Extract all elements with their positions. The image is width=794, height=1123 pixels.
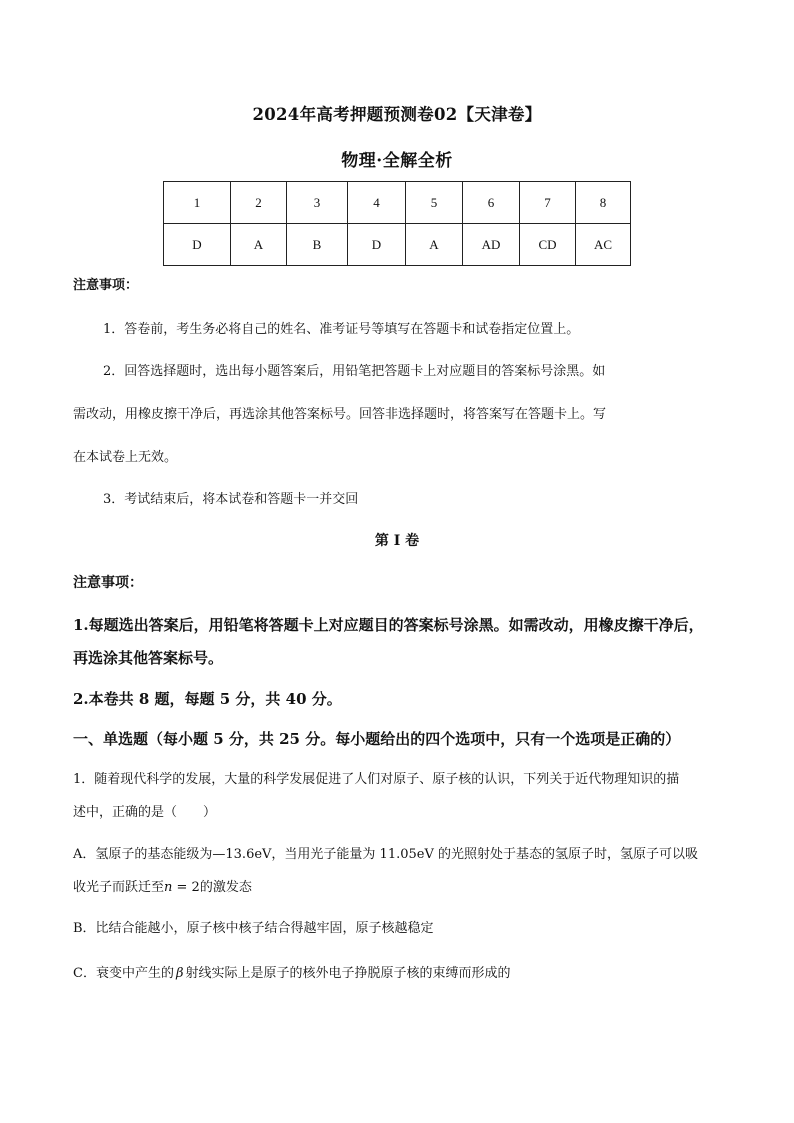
notice-heading: 注意事项： (73, 278, 139, 293)
option-a-tail: 的激发态 (199, 880, 252, 895)
notice-item-2-line-3: 在本试卷上无效。 (73, 450, 178, 465)
table-cell: AD (463, 224, 520, 266)
answer-table-number-row (164, 182, 631, 224)
table-cell: D (164, 224, 231, 266)
section-notice-heading: 注意事项： (73, 575, 143, 591)
option-c-pre: C．衰变中产生的 (73, 966, 174, 981)
table-cell: B (287, 224, 348, 266)
question-1-stem-line-1: 1．随着现代科学的发展，大量的科学发展促进了人们对原子、原子核的认识，下列关于近代物理知识的描 (73, 772, 680, 787)
beta-symbol: β (175, 966, 184, 981)
section-rule-1-line-1: 1.每题选出答案后，用铅笔将答题卡上对应题目的答案标号涂黑。如需改动，用橡皮擦干净后， (73, 616, 704, 634)
table-cell: 3 (287, 182, 348, 224)
notice-item-1: 1．答卷前，考生务必将自己的姓名、准考证号等填写在答题卡和试卷指定位置上。 (103, 322, 580, 337)
notice-item-2-line-1: 2．回答选择题时，选出每小题答案后，用铅笔把答题卡上对应题目的答案标号涂黑。如 (103, 364, 606, 379)
table-cell: A (406, 224, 463, 266)
table-cell: 8 (576, 182, 631, 224)
table-cell: D (348, 224, 406, 266)
table-cell: 7 (520, 182, 576, 224)
table-cell: 2 (231, 182, 287, 224)
table-cell: AC (576, 224, 631, 266)
document-title: 2024年高考押题预测卷02【天津卷】 (252, 105, 542, 124)
table-cell: 1 (164, 182, 231, 224)
answer-table (163, 181, 631, 266)
section-rule-2: 2.本卷共 8 题，每题 5 分，共 40 分。 (73, 690, 342, 708)
question-1-option-c (73, 962, 510, 981)
answer-table-answer-row (164, 224, 631, 266)
section-heading: 第 I 卷 (374, 533, 420, 549)
section-rule-1-line-2: 再选涂其他答案标号。 (73, 649, 224, 667)
table-cell: A (231, 224, 287, 266)
notice-item-2-line-2: 需改动，用橡皮擦干净后，再选涂其他答案标号。回答非选择题时，将答案写在答题卡上。写 (73, 407, 607, 422)
part-heading: 一、单选题（每小题 5 分，共 25 分。每小题给出的四个选项中，只有一个选项是正确的） (73, 730, 681, 748)
table-cell: 5 (406, 182, 463, 224)
table-cell: CD (520, 224, 576, 266)
option-c-post: 射线实际上是原子的核外电子挣脱原子核的束缚而形成的 (185, 966, 511, 981)
question-1-option-a-line-2 (73, 876, 252, 895)
option-a-variable: n (164, 880, 173, 895)
table-cell: 6 (463, 182, 520, 224)
option-a-equation: = 2 (172, 880, 200, 895)
option-a-text: 收光子而跃迁至 (73, 880, 165, 895)
table-cell: 4 (348, 182, 406, 224)
question-1-option-a-line-1: A．氢原子的基态能级为—13.6eV，当用光子能量为 11.05eV 的光照射处于基态的氢原子时，氢原子可以吸 (73, 847, 698, 862)
question-1-stem-line-2: 述中，正确的是（ ） (73, 805, 217, 820)
document-subtitle: 物理·全解全析 (341, 151, 453, 171)
notice-item-3: 3．考试结束后，将本试卷和答题卡一并交回 (103, 492, 359, 507)
question-1-option-b: B．比结合能越小，原子核中核子结合得越牢固，原子核越稳定 (73, 921, 434, 936)
